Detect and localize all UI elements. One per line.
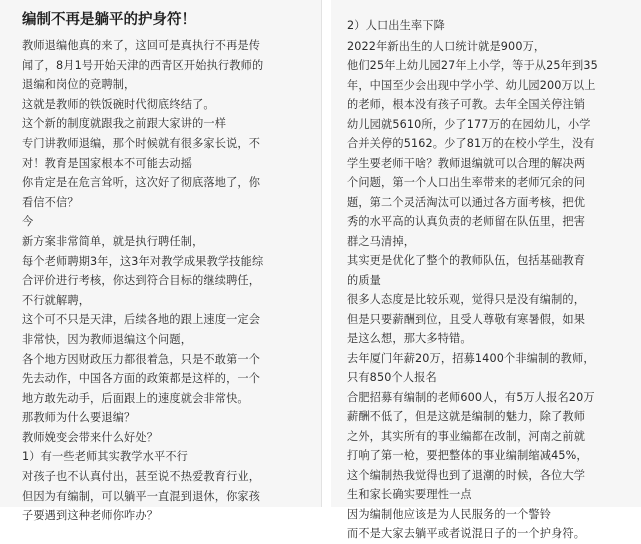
text-line: 生和家长确实要理性一点 <box>347 488 472 501</box>
text-line: 这个可不只是天津，后续各地的跟上速度一定会 <box>22 313 261 327</box>
text-line: 这就是教师的铁饭碗时代彻底终结了。 <box>22 97 215 111</box>
text-line: 很多人态度是比较乐观，觉得只是没有编制的， <box>347 293 586 306</box>
text-line: 对孩子也不认真付出，甚至说不热爱教育行业， <box>22 470 261 484</box>
text-line: 每个老师聘期3年，这3年对教学成果教学技能综 <box>22 254 264 268</box>
text-line: 幼儿园就5610所，少了177万的在园幼儿，小学 <box>347 117 591 131</box>
text-line: 闻了，8月1号开始天津的西青区开始执行教师的 <box>22 58 264 72</box>
article-title: 编制不再是躺平的护身符！ <box>22 12 196 28</box>
text-line: 之外，其实所有的事业编都在改制，河南之前就 <box>347 429 586 443</box>
text-line: 学生要老师干啥？教师退编就可以合理的解决两 <box>347 156 586 170</box>
text-line: 各个地方因财政压力都很着急，只是不敢第一个 <box>22 352 261 366</box>
text-line: 这个新的制度就跟我之前跟大家讲的一样 <box>22 117 227 131</box>
text-line: 年，中国至少会出现中学小学、幼儿园200万以上 <box>347 78 596 92</box>
text-line: 其实更是优化了整个的教师队伍，包括基础教育 <box>347 254 586 267</box>
text-line: 专门讲教师退编，那个时候就有很多家长说，不 <box>22 136 261 150</box>
text-line: 合并关停的5162。少了81万的在校小学生，没有 <box>347 137 595 150</box>
text-line: 新方案非常简单，就是执行聘任制， <box>22 234 204 248</box>
text-line: 那教师为什么要退编？ <box>22 411 136 425</box>
text-line: 只有850个人报名 <box>347 371 437 384</box>
right-text-panel <box>331 0 641 540</box>
text-line: 去年厦门年薪20万，招募1400个非编制的教师， <box>347 351 595 365</box>
section-heading: 2）人口出生率下降 <box>347 19 445 32</box>
text-line: 你肯定是在危言耸听，这次好了彻底落地了，你 <box>22 176 261 190</box>
text-line: 合评价进行考核，你达到符合目标的继续聘任， <box>22 274 261 288</box>
text-line: 2022年新出生的人口统计就是900万， <box>347 39 546 53</box>
text-line: 教师娩变会带来什么好处？ <box>22 430 159 444</box>
text-line: 地方敢先动手，后面跟上的速度就会非常快。 <box>22 391 249 405</box>
text-line: 但因为有编制，可以躺平一直混到退休，你家孩 <box>22 489 261 503</box>
text-line: 这个编制热我觉得也到了退潮的时候，各位大学 <box>347 468 586 482</box>
text-line: 今 <box>22 215 34 229</box>
text-line: 1）有一些老师其实教学水平不行 <box>22 450 188 464</box>
text-line: 退编和岗位的竞聘制， <box>22 78 136 92</box>
text-line: 非常快，因为教师退编这个问题， <box>22 332 193 346</box>
text-line: 秀的水平高的认真负责的老师留在队伍里，把害 <box>347 215 586 228</box>
text-line: 因为编制他应该是为人民服务的一个警铃 <box>347 507 552 521</box>
text-line: 的质量 <box>347 273 382 287</box>
text-line: 对！教育是国家根本不可能去动摇 <box>22 156 193 170</box>
text-line: 不行就解聘， <box>22 293 91 307</box>
left-text-panel <box>0 0 322 523</box>
left-body <box>22 36 313 526</box>
text-line: 题，第二个灵活淘汰可以通过各方面考核，把优 <box>347 195 586 209</box>
text-line: 先去动作，中国各方面的政策都是这样的，一个 <box>22 372 261 386</box>
right-body <box>347 37 633 544</box>
text-line: 个问题，第一个人口出生率带来的老师冗余的问 <box>347 176 586 189</box>
text-line: 合肥招募有编制的老师600人，有5万人报名20万 <box>347 390 595 404</box>
text-line: 打响了第一枪，要把整体的事业编制缩减45%， <box>347 449 588 462</box>
text-line: 是这么想，那大多特错。 <box>347 332 472 345</box>
text-line: 薪酬不低了，但是这就是编制的魅力，除了教师 <box>347 410 586 423</box>
text-line: 的老师，根本没有孩子可教。去年全国关停注销 <box>347 98 586 111</box>
text-line: 他们25年上幼儿园27年上小学，等于从25年到35 <box>347 59 598 72</box>
text-line: 但是只要薪酬到位，且受人尊敬有寒暑假，如果 <box>347 312 586 326</box>
text-line: 群之马清掉， <box>347 234 416 248</box>
text-line: 教师退编他真的来了，这回可是真执行不再是传 <box>22 39 261 52</box>
text-line: 看信不信？ <box>22 195 79 209</box>
text-line: 子要遇到这种老师你咋办？ <box>22 509 159 523</box>
text-line: 而不是大家去躺平或者说混日子的一个护身符。 <box>347 527 586 540</box>
